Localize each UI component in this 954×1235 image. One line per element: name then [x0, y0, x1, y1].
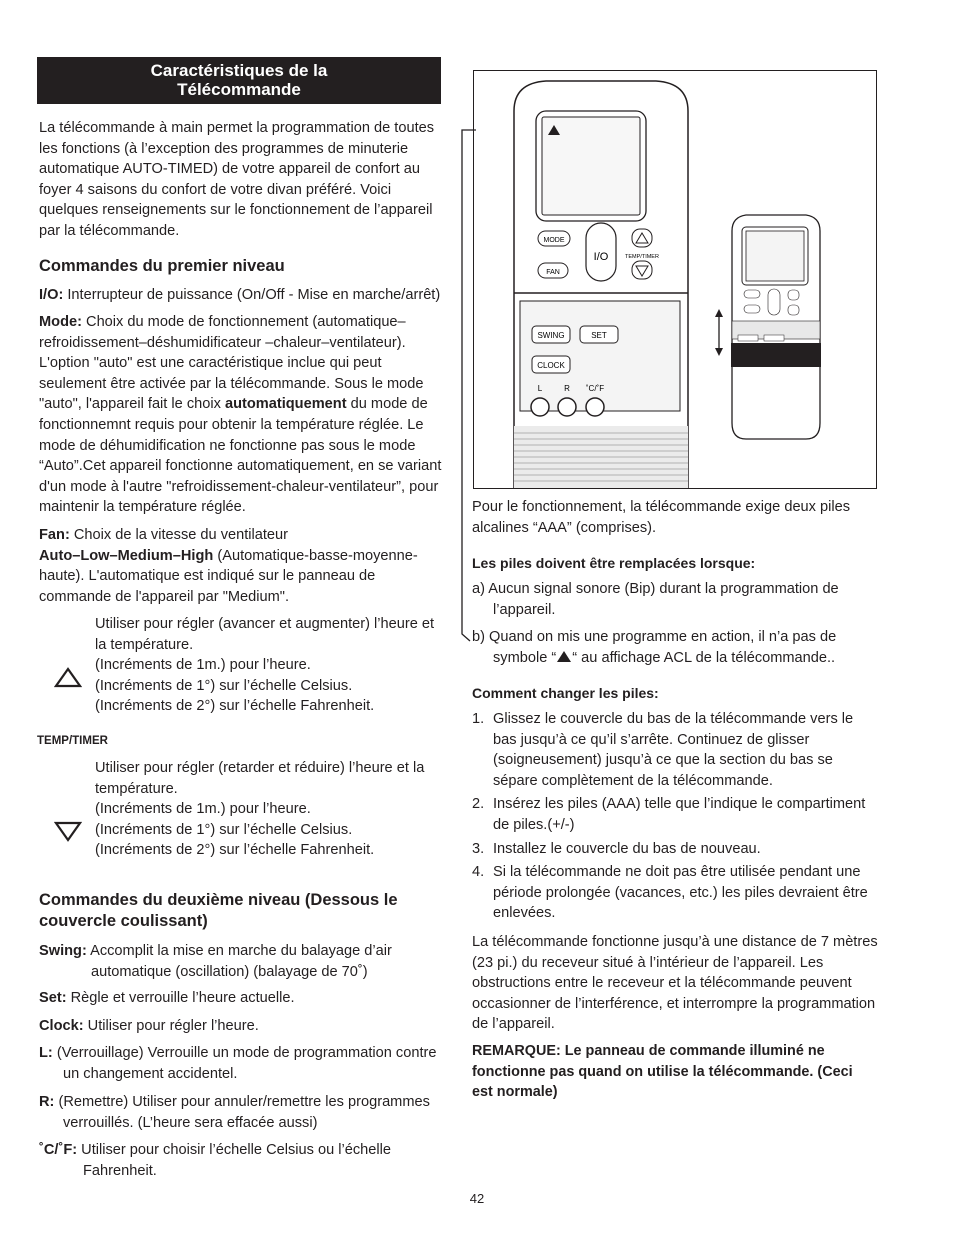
fig-cf-label: ˚C/˚F [585, 384, 605, 393]
down-line4: (Incréments de 2°) sur l’échelle Fahrenheit. [95, 842, 375, 859]
condition-b-marker: b) [472, 629, 485, 645]
io-text: Interrupteur de puissance (On/Off - Mise en marche/arrêt) [63, 287, 441, 303]
down-line2: (Incréments de 1m.) pour l’heure. [95, 801, 311, 818]
up-line1: Utiliser pour régler (avancer et augmenter) l’heure et la température. [95, 616, 435, 653]
heading-first-level: Commandes du premier niveau [39, 257, 285, 275]
fig-swing-label: SWING [537, 331, 565, 340]
fig-l-label: L [537, 384, 543, 393]
triangle-down-icon [54, 820, 82, 842]
r-text: (Remettre) Utiliser pour annuler/remettre les programmes verrouillés. (L’heure sera effacée aussi) [54, 1094, 430, 1131]
fan-text-b: (Automatique-basse-moyenne-haute). L'automatique est indiqué sur le panneau de commande de l'appareil par "Medium". [39, 547, 418, 605]
l-label: L: [39, 1045, 53, 1061]
step-text: Glissez le couvercle du bas de la télécommande vers le bas jusqu’à ce qu’il s’arrête. Continuez de glisser (soigneusement) jusqu’à ce que la section du bas se sépare complètement de la télécommande. [493, 711, 854, 789]
down-line3: (Incréments de 1°) sur l’échelle Celsius. [95, 821, 353, 838]
l-text: (Verrouillage) Verrouille un mode de programmation contre un changement accidentel. [52, 1045, 437, 1082]
list-item [472, 794, 874, 835]
down-line1: Utiliser pour régler (retarder et réduire) l’heure et la température. [95, 760, 425, 797]
fig-temp-timer-label: TEMP/TIMER [625, 254, 659, 260]
step-text: Installez le couvercle du bas de nouveau. [493, 840, 761, 857]
header-line1: Caractéristiques de la [150, 61, 328, 80]
clock-label: Clock: [39, 1018, 84, 1034]
mode-description [39, 312, 443, 518]
io-description [39, 285, 449, 306]
io-label: I/O: [39, 287, 64, 303]
condition-b [472, 627, 893, 668]
step-text: Si la télécommande ne doit pas être utilisée pendant une période prolongée (vacances, etc.) les piles devraient être enlevées. [493, 864, 868, 922]
fan-bold: Auto–Low–Medium–High [39, 547, 214, 564]
fig-fan-label: FAN [546, 269, 560, 276]
r-description [39, 1092, 443, 1133]
r-label: R: [39, 1094, 55, 1110]
cf-label: ˚C/˚F: [39, 1142, 78, 1158]
mode-label: Mode: [39, 314, 82, 330]
program-triangle-icon [556, 650, 572, 663]
step-text: Insérez les piles (AAA) telle que l’indique le compartiment de piles.(+/-) [493, 796, 866, 833]
list-item [472, 839, 874, 860]
list-item [472, 862, 874, 924]
clock-text: Utiliser pour régler l’heure. [83, 1018, 259, 1034]
up-line4: (Incréments de 2°) sur l’échelle Fahrenheit. [95, 698, 375, 715]
remote-figure [473, 70, 877, 489]
fan-label: Fan: [39, 527, 70, 543]
heading-second-level: Commandes du deuxième niveau (Dessous le couvercle coulissant) [39, 891, 398, 930]
cf-description [39, 1140, 439, 1181]
temp-timer-label: TEMP/TIMER [37, 735, 108, 747]
fan-text-a: Choix de la vitesse du ventilateur [69, 527, 289, 543]
swing-text: Accomplit la mise en marche du balayage d’air automatique (oscillation) (balayage de 70˚) [86, 943, 392, 980]
clock-description [39, 1016, 439, 1037]
section-header [37, 57, 441, 104]
note-paragraph: REMARQUE: Le panneau de commande illuminé ne fonctionne pas quand on utilise la télécommande. (Ceci est normale) [472, 1043, 853, 1101]
up-line3: (Incréments de 1°) sur l’échelle Celsius. [95, 677, 353, 694]
step-number: 2. [472, 796, 485, 813]
cf-text: Utiliser pour choisir l’échelle Celsius ou l’échelle Fahrenheit. [77, 1142, 391, 1179]
condition-b-text-b: “ au affichage ACL de la télécommande.. [572, 649, 836, 666]
step-number: 4. [472, 864, 485, 881]
condition-a-marker: a) [472, 581, 485, 597]
condition-a-text: Aucun signal sonore (Bip) durant la programmation de l’appareil. [488, 581, 839, 618]
mode-text-a: Choix du mode de fonctionnement (automatique–refroidissement–déshumidificateur –chaleur–ventilateur). L'option "auto" est une caractéristique inclue qui peut seulement être activée par la télécommande. Sous le mode "auto", l'appareil fait le choix [39, 314, 424, 413]
fig-mode-label: MODE [543, 237, 565, 244]
list-item [472, 709, 874, 791]
step-number: 1. [472, 711, 485, 727]
set-description [39, 988, 439, 1009]
fig-clock-label: CLOCK [537, 361, 565, 370]
set-text: Règle et verrouille l’heure actuelle. [66, 990, 295, 1006]
mode-text-b: du mode de fonctionnemnt requis pour obtenir la température réglée. Le mode de déhumidification ne fonctionne pas sous le mode “Auto”.Cet appareil fonctionne automatiquement, en se variant d'un mode à l'autre "refroidissement-chaleur-ventilateur”, pour maintenir la température réglée. [39, 396, 442, 516]
intro-paragraph: La télécommande à main permet la programmation de toutes les fonctions (à l’exception des programmes de minuterie automatique AUTO-TIMED) de votre appareil de confort au foyer 4 saisons du confort de votre divan préféré. Voici quelques renseignements sur le fonctionnement de l’appareil par la télécommande. [39, 120, 435, 239]
fan-description [39, 525, 431, 607]
range-paragraph: La télécommande fonctionne jusqu’à une distance de 7 mètres (23 pi.) du receveur situé à l’intérieur de l’appareil. Les obstructions entre le receveur et la télécommande peuvent occasionner de l’interférence, et interrompre la programmation de l’appareil. [472, 934, 878, 1033]
down-arrow-description [95, 758, 441, 861]
condition-b-text-a: Quand on mis une programme en action, il n’a pas de symbole “ [489, 629, 837, 666]
up-line2: (Incréments de 1m.) pour l’heure. [95, 657, 311, 674]
up-arrow-description [95, 614, 441, 717]
mode-bold: automatiquement [224, 396, 347, 413]
remote-illustration [474, 71, 876, 488]
swing-description [39, 941, 471, 982]
change-heading: Comment changer les piles: [472, 685, 659, 701]
fig-set-label: SET [591, 331, 607, 340]
replace-heading: Les piles doivent être remplacées lorsque: [472, 555, 756, 571]
batteries-paragraph: Pour le fonctionnement, la télécommande exige deux piles alcalines “AAA” (comprises). [472, 499, 851, 536]
swing-label: Swing: [39, 943, 87, 959]
page-number: 42 [469, 1191, 485, 1206]
triangle-up-icon [54, 667, 82, 689]
set-label: Set: [39, 990, 67, 1006]
steps-list [472, 709, 874, 924]
condition-a [472, 579, 893, 620]
header-line2: Télécommande [177, 80, 301, 99]
step-number: 3. [472, 840, 485, 857]
l-description [39, 1043, 443, 1084]
fig-io-label: I/O [593, 251, 609, 263]
fig-r-label: R [564, 384, 570, 393]
